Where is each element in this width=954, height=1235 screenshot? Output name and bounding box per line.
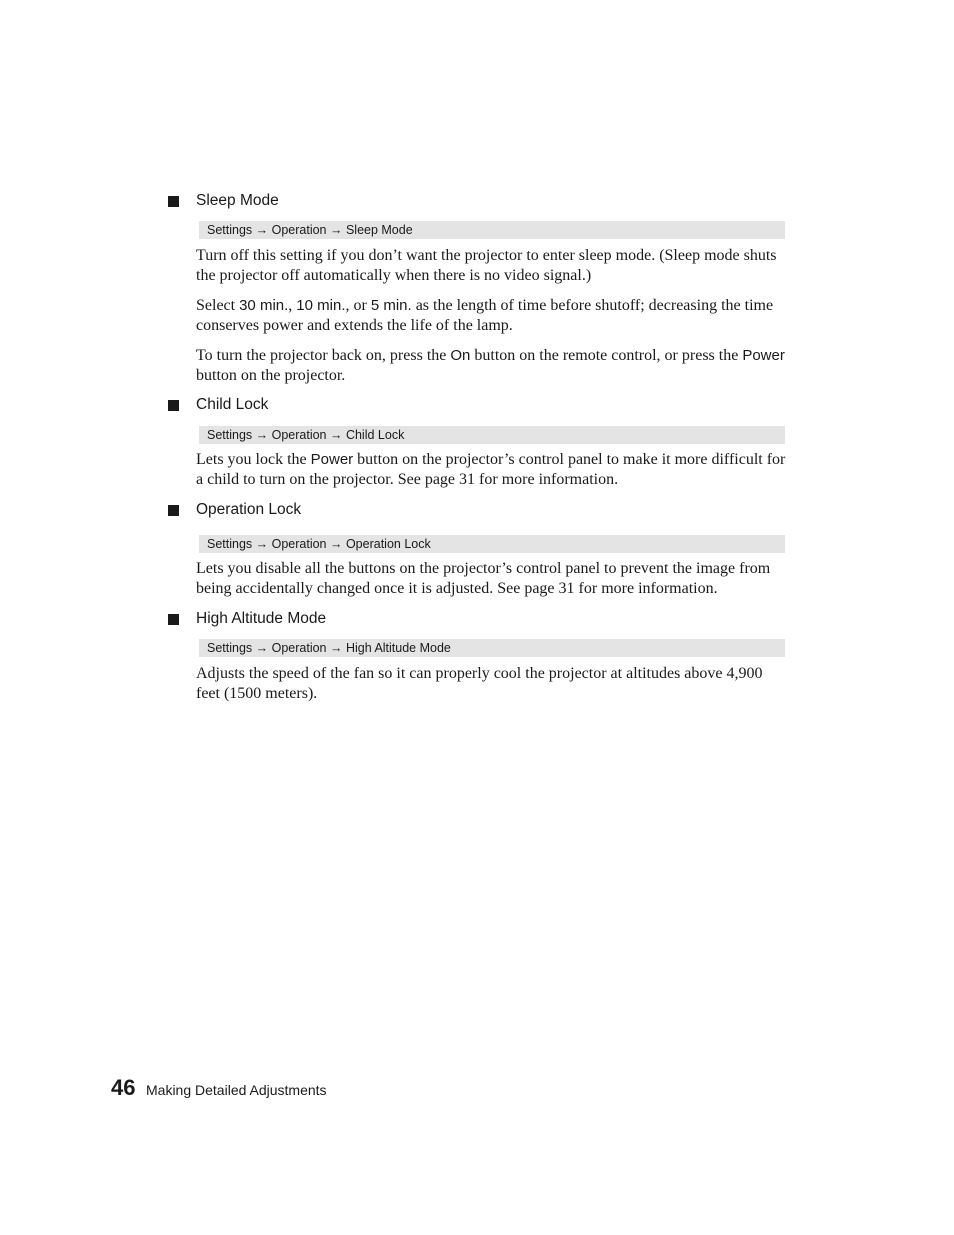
paragraph-text: Lets you lock the bbox=[196, 451, 311, 468]
paragraph-text: Adjusts the speed of the fan so it can properly cool the projector at altitudes above 4,900 feet (1500 meters). bbox=[196, 665, 763, 702]
bullet-square-icon bbox=[168, 196, 179, 207]
body-paragraph bbox=[196, 346, 786, 386]
paragraph-text: Select bbox=[196, 297, 240, 314]
bullet-square-icon bbox=[168, 394, 179, 416]
paragraph-text: button on the projector. bbox=[196, 367, 346, 384]
body-paragraph bbox=[196, 450, 786, 490]
bullet-square-icon bbox=[168, 608, 179, 630]
ui-term: Power bbox=[310, 451, 354, 468]
ui-term: On bbox=[450, 347, 471, 364]
paragraph-text: To turn the projector back on, press the bbox=[196, 347, 451, 364]
section-heading-child-lock: Child Lock bbox=[196, 396, 269, 413]
ui-term: 30 min. bbox=[239, 297, 289, 314]
menu-path-operation-lock: Settings → Operation → Operation Lock bbox=[199, 535, 785, 553]
ui-term: 5 min. bbox=[370, 297, 412, 314]
paragraph-text: button on the projector’s control panel to make it more difficult for a child to turn on the projector. See page 31 for more information. bbox=[196, 451, 786, 488]
body-paragraph bbox=[196, 664, 786, 704]
paragraph-text: Lets you disable all the buttons on the projector’s control panel to prevent the image from being accidentally changed once it is adjusted. See page 31 for more information. bbox=[196, 560, 771, 597]
bullet-square-icon bbox=[168, 499, 179, 521]
body-paragraph bbox=[196, 246, 786, 286]
section-heading-high-altitude-mode: High Altitude Mode bbox=[196, 610, 327, 627]
menu-path-child-lock: Settings → Operation → Child Lock bbox=[199, 426, 785, 444]
paragraph-text: button on the remote control, or press the bbox=[470, 347, 743, 364]
section-heading-sleep-mode: Sleep Mode bbox=[196, 192, 279, 209]
bullet-square-icon bbox=[168, 505, 179, 516]
page-number: 46 bbox=[111, 1075, 136, 1100]
paragraph-text: , bbox=[288, 297, 297, 314]
section-heading-operation-lock: Operation Lock bbox=[196, 501, 302, 518]
paragraph-text: , or bbox=[345, 297, 371, 314]
bullet-square-icon bbox=[168, 400, 179, 411]
bullet-square-icon bbox=[168, 614, 179, 625]
chapter-title: Making Detailed Adjustments bbox=[146, 1082, 327, 1098]
paragraph-text: Turn off this setting if you don’t want the projector to enter sleep mode. (Sleep mode shuts the projector off automatically when there is no video signal.) bbox=[196, 247, 777, 284]
ui-term: Power bbox=[742, 347, 785, 364]
paragraph-text: as the length of time before shutoff; decreasing the time conserves power and extends the life of the lamp. bbox=[196, 297, 774, 334]
bullet-square-icon bbox=[168, 190, 179, 212]
body-paragraph bbox=[196, 296, 786, 336]
menu-path-high-altitude-mode: Settings → Operation → High Altitude Mode bbox=[199, 639, 785, 657]
body-paragraph bbox=[196, 559, 786, 599]
menu-path-sleep-mode: Settings → Operation → Sleep Mode bbox=[199, 221, 785, 239]
ui-term: 10 min. bbox=[296, 297, 346, 314]
